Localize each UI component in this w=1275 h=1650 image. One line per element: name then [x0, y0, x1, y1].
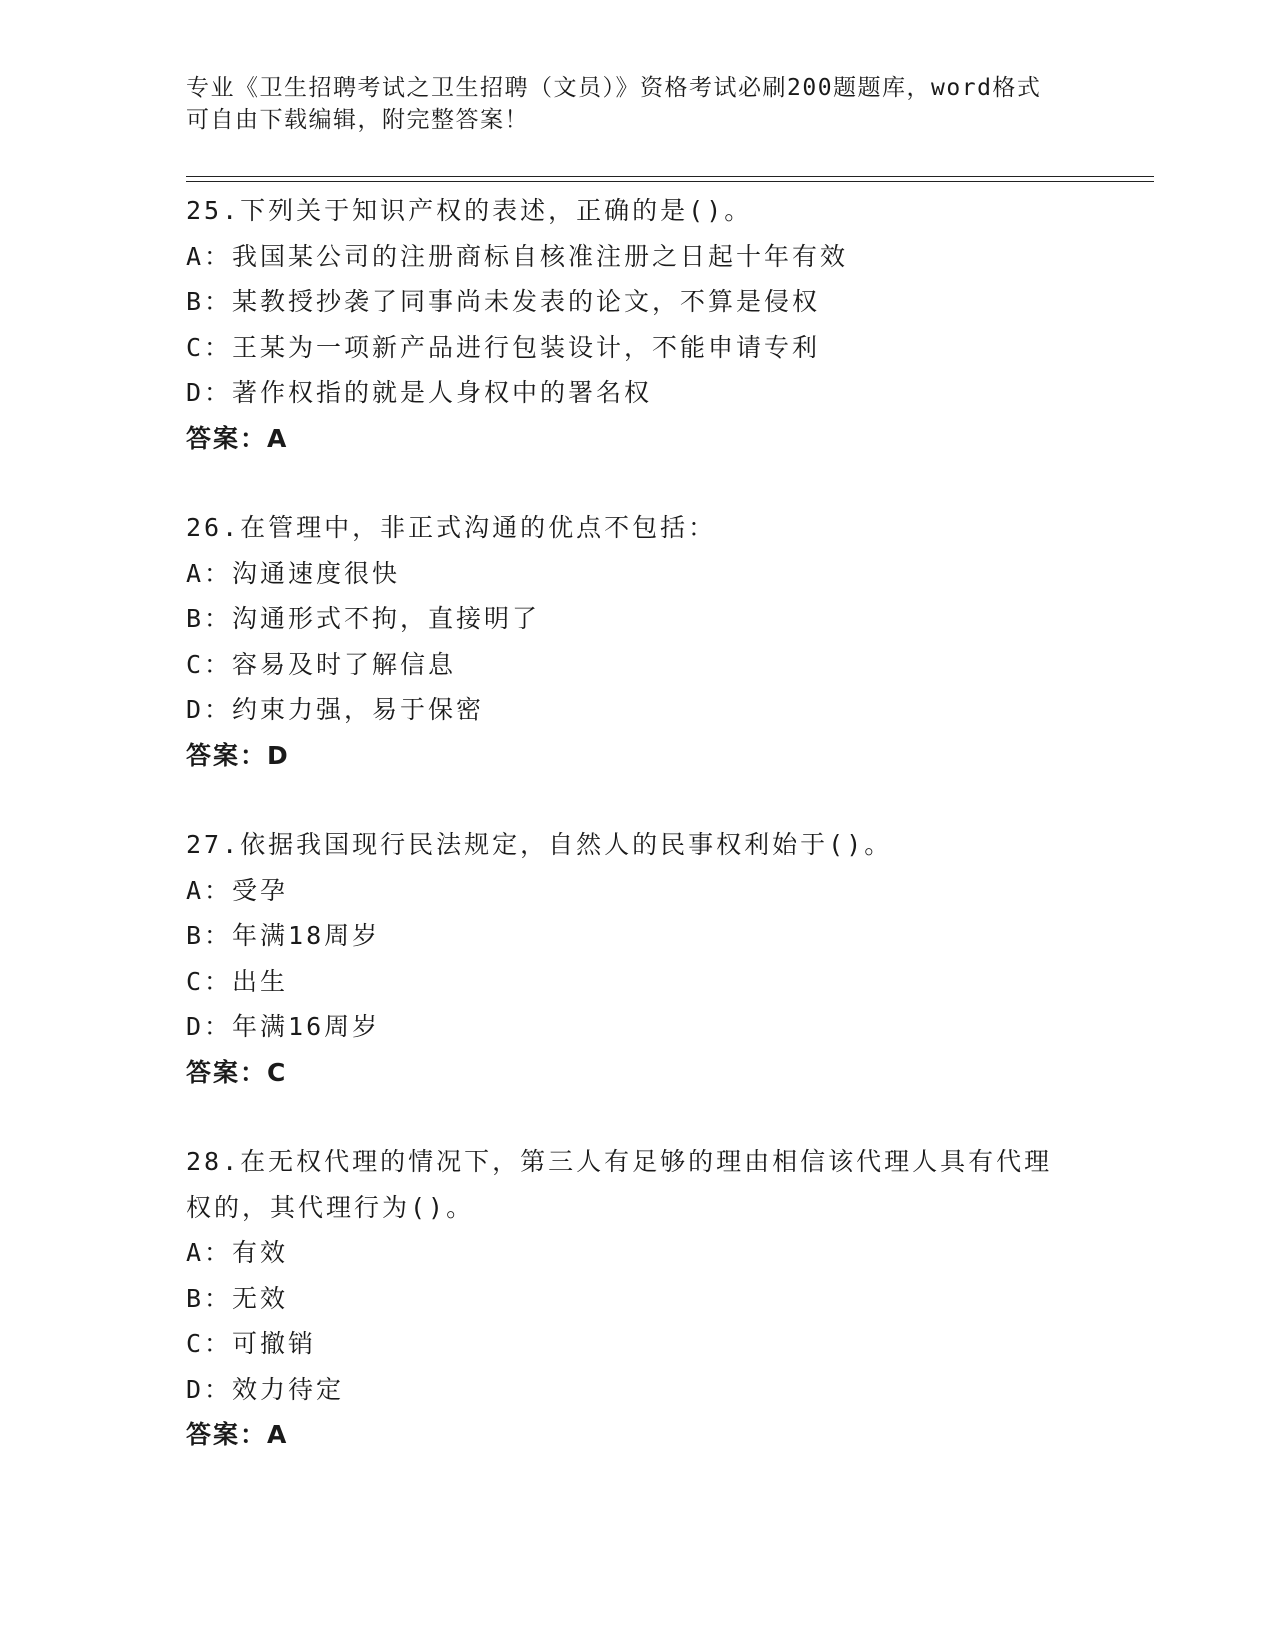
- option-c: C：王某为一项新产品进行包装设计，不能申请专利: [186, 332, 821, 362]
- option-c: C：出生: [186, 966, 289, 996]
- header-divider-bottom: [186, 181, 1154, 182]
- option-b: B：无效: [186, 1283, 289, 1313]
- option-d: D：效力待定: [186, 1374, 345, 1404]
- question-25: [186, 188, 1086, 461]
- question-stem-line-1: 28.在无权代理的情况下，第三人有足够的理由相信该代理人具有代理: [186, 1147, 1053, 1176]
- option-a: A：沟通速度很快: [186, 558, 401, 588]
- header-line-1: 专业《卫生招聘考试之卫生招聘（文员）》资格考试必刷200题题库，word格式: [186, 75, 1042, 101]
- answer: 答案：A: [186, 1420, 289, 1449]
- question-list: [186, 188, 1086, 1502]
- option-a: A：我国某公司的注册商标自核准注册之日起十年有效: [186, 241, 849, 271]
- option-b: B：年满18周岁: [186, 921, 381, 950]
- answer: 答案：D: [186, 740, 290, 770]
- option-d: D：著作权指的就是人身权中的署名权: [186, 378, 653, 407]
- option-b: B：某教授抄袭了同事尚未发表的论文，不算是侵权: [186, 287, 821, 316]
- question-26: [186, 505, 1086, 778]
- question-28: [186, 1139, 1086, 1458]
- question-27: [186, 822, 1086, 1095]
- option-a: A：有效: [186, 1238, 289, 1267]
- option-a: A：受孕: [186, 875, 289, 905]
- option-b: B：沟通形式不拘，直接明了: [186, 604, 541, 633]
- option-c: C：容易及时了解信息: [186, 649, 457, 679]
- question-stem: 25.下列关于知识产权的表述，正确的是()。: [186, 196, 753, 225]
- question-stem: 27.依据我国现行民法规定，自然人的民事权利始于()。: [186, 830, 893, 859]
- question-stem: 26.在管理中，非正式沟通的优点不包括：: [186, 513, 717, 542]
- answer: 答案：A: [186, 423, 289, 453]
- option-d: D：约束力强，易于保密: [186, 695, 485, 724]
- option-d: D：年满16周岁: [186, 1012, 381, 1041]
- header-divider-top: [186, 176, 1154, 177]
- answer: 答案：C: [186, 1057, 288, 1087]
- document-header: [186, 72, 1066, 136]
- option-c: C：可撤销: [186, 1329, 317, 1358]
- question-stem-line-2: 权的，其代理行为()。: [186, 1192, 475, 1222]
- header-line-2: 可自由下载编辑，附完整答案！: [186, 107, 529, 133]
